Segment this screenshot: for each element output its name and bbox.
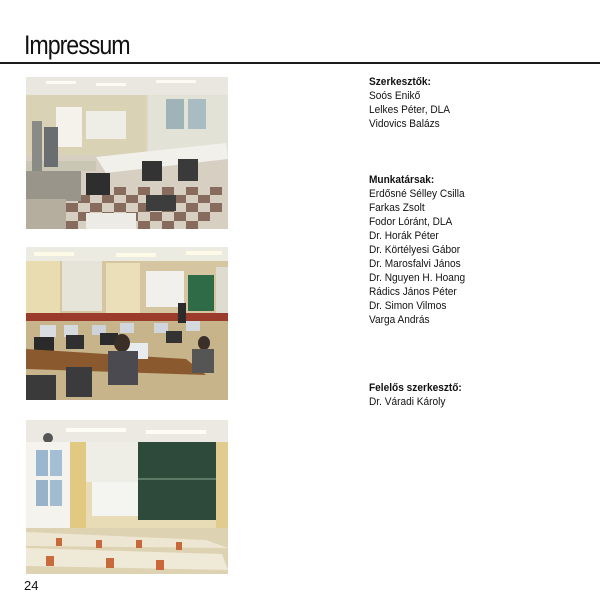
contributor-name: Dr. Horák Péter [369,230,439,242]
editors-section [369,75,589,131]
responsible-editor-list [369,395,589,409]
page-number: 24 [24,578,39,593]
contributor-name: Dr. Körtélyesi Gábor [369,244,461,256]
contributor-name: Erdősné Sélley Csilla [369,188,465,200]
contributor-name: Varga András [369,314,430,326]
photo-classroom [26,420,228,574]
page-title: Impressum [24,30,130,60]
editor-name: Lelkes Péter, DLA [369,104,451,116]
contributors-heading: Munkatársak: [369,174,435,186]
photo-computer-room [26,247,228,400]
contributor-name: Dr. Marosfalvi János [369,258,461,270]
contributor-name: Farkas Zsolt [369,202,425,214]
responsible-editor-name: Dr. Váradi Károly [369,396,446,408]
photo-machine-lab [26,77,228,229]
responsible-editor-heading: Felelős szerkesztő: [369,382,462,394]
editors-heading: Szerkesztők: [369,76,431,88]
editors-list [369,89,589,131]
contributor-name: Rádics János Péter [369,286,457,298]
contributor-name: Fodor Lóránt, DLA [369,216,453,228]
editor-name: Soós Enikő [369,90,421,102]
contributors-list [369,187,589,327]
contributors-section [369,173,589,327]
editor-name: Vidovics Balázs [369,118,440,130]
responsible-editor-section [369,381,589,409]
contributor-name: Dr. Simon Vilmos [369,300,447,312]
contributor-name: Dr. Nguyen H. Hoang [369,272,466,284]
title-divider [0,62,600,64]
